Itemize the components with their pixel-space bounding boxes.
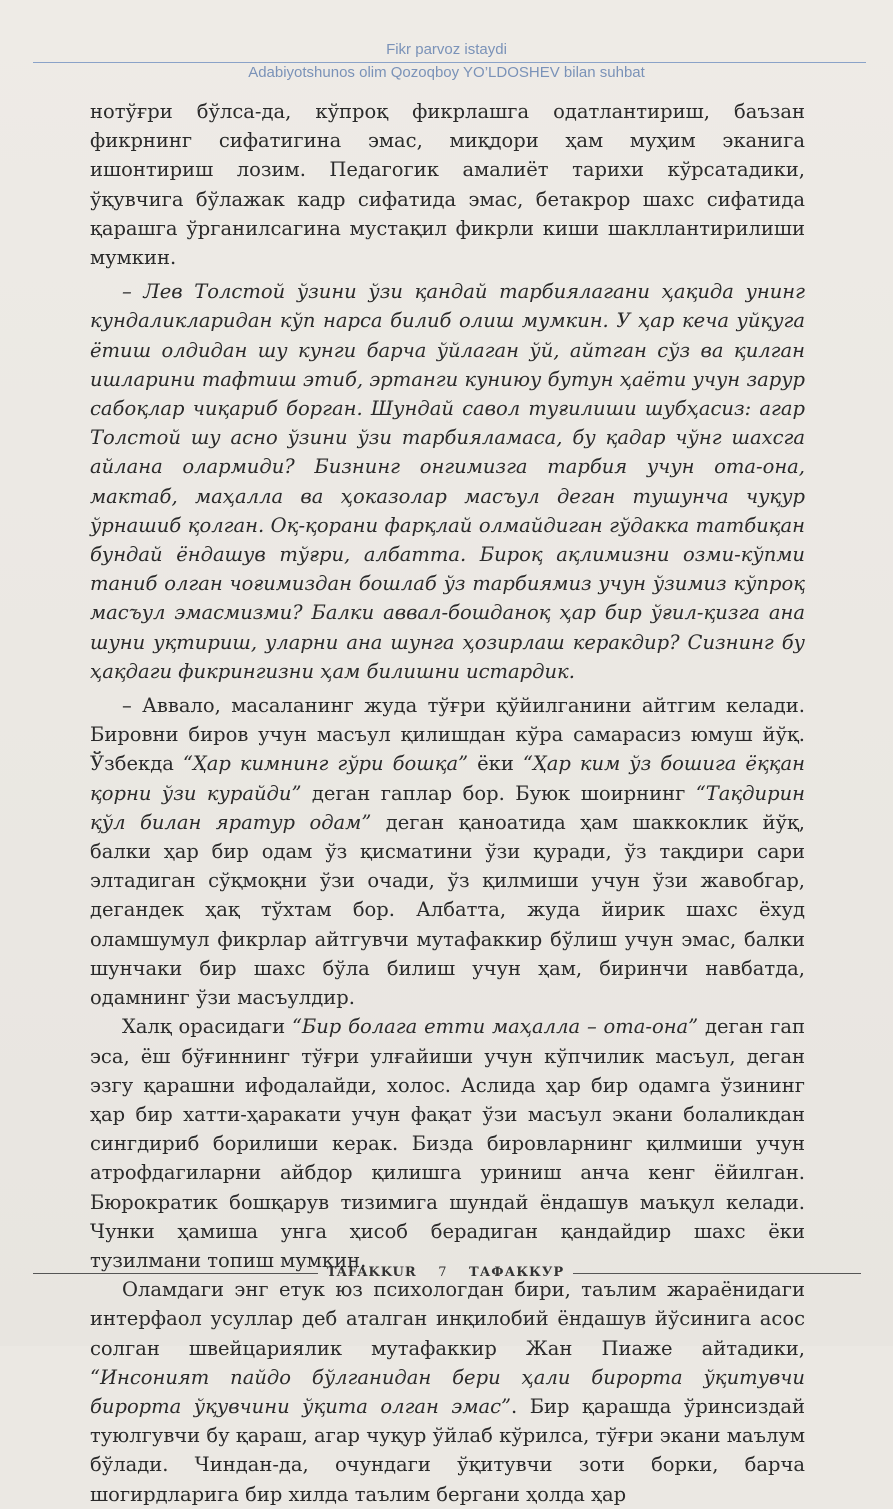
- p5-text-b: . Бир қарашда ўринсиздай туюлгувчи бу қараш, агар чуқур ўйлаб кўрилса, тўғри экани маълум бўлади. Чиндан-да, очундаги ўқитувчи зоти борки, барча шогирдларига бир хилда таълим бергани ҳолда ҳар: [90, 1394, 805, 1506]
- p5-quote: “Инсоният пайдо бўлганидан бери ҳали бирорта ўқитувчи бирорта ўқувчини ўқита олган эмас”: [90, 1365, 805, 1418]
- footer-rule-right: [573, 1273, 861, 1274]
- answer-text-b: ёки: [468, 752, 523, 776]
- header-subtitle: Adabiyotshunos olim Qozoqboy YO’LDOSHEV bilan suhbat: [248, 64, 645, 81]
- header-rule: [33, 62, 866, 63]
- answer-quote-1: “Ҳар кимнинг гўри бошқа”: [182, 752, 469, 776]
- header-title: Fikr parvoz istaydi: [386, 41, 507, 58]
- article-body: [90, 97, 805, 1509]
- answer-text-d: деган қаноатида ҳам шаккоклик йўқ, балки ҳар бир одам ўз қисматини ўзи қуради, ўз тақдири сари элтадиган сўқмоқни ўзи очади, ўз қилмиши учун ўзи жавобгар, дегандек ҳақ тўхтам бор. Албатта, жуда йирик шахс ёхуд оламшумул фикрлар айтгувчи мутафаккир бўлиш учун эмас, балки шунчаки бир шахс бўла билиш учун ҳам, биринчи навбатда, одамнинг ўзи масъулдир.: [90, 810, 805, 1010]
- footer-text: [318, 1262, 573, 1284]
- p4-quote: “Бир болага етти маҳалла – ота-она”: [291, 1015, 699, 1039]
- answer-text-a: – Аввало, масаланинг жуда тўғри қўйилганини айтгим келади. Бировни биров учун масъул қилишдан кўра самарасиз юмуш йўқ. Ўзбекда: [90, 694, 805, 776]
- paragraph-proverb: [90, 1012, 805, 1275]
- p4-text-a: Халқ орасидаги: [122, 1015, 292, 1039]
- paragraph-continuation: нотўғри бўлса-да, кўпроқ фикрлашга одатлантириш, баъзан фикрнинг сифатигина эмас, миқдори ҳам муҳим эканига ишонтириш лозим. Педагогик амалиёт тарихи кўрсатадики, ўқувчига бўлажак кадр сифатида эмас, бетакрор шахс сифатида қарашга ўрганилсагина мустақил фикрли киши шакллантирилиши мумкин.: [90, 100, 805, 270]
- footer-magazine-latin: TAFAKKUR: [326, 1265, 417, 1280]
- p4-text-b: деган гап эса, ёш бўғиннинг тўғри улғайиши учун кўпчилик масъул, деган эзгу қарашни ифодалайди, холос. Аслида ҳар бир одамга ўзининг ҳар бир хатти-ҳаракати учун фақат ўзи масъул экани болаликдан сингдириб борилиши керак. Бизда бировларнинг қилмиши учун атрофдагиларни айбдор қилишга уриниш анча кенг ёйилган. Бюрократик бошқарув тизимига шундай ёндашув маъқул келади. Чунки ҳамиша унга ҳисоб берадиган қандайдир шахс ёки тузилмани топиш мумкин.: [90, 1015, 805, 1272]
- page-number: 7: [438, 1265, 448, 1280]
- running-header: [0, 40, 893, 83]
- paragraph-piaget: [90, 1275, 805, 1509]
- answer-quote-3: “Тақдирин қўл билан яратур одам”: [90, 781, 805, 834]
- answer-text-c: деган гаплар бор. Буюк шоирнинг: [301, 781, 696, 805]
- running-footer: [0, 1262, 893, 1284]
- footer-magazine-cyrillic: ТАФАККУР: [469, 1265, 565, 1280]
- p5-text-a: Оламдаги энг етук юз психологдан бири, таълим жараёнидаги интерфаол усуллар деб аталган инқилобий ёндашув йўсинига асос солган швейцариялик мутафаккир Жан Пиаже айтадики,: [90, 1278, 805, 1360]
- interview-question: – Лев Толстой ўзини ўзи қандай тарбиялагани ҳақида унинг кундаликларидан кўп нарса билиб олиш мумкин. У ҳар кеча уйқуга ётиш олдидан шу кунги барча ўйлаган ўй, айтган сўз ва қилган ишларини тафтиш этиб, эртанги куниюу бутун ҳаёти учун зарур сабоқлар чиқариб борган. Шундай савол туғилиши шубҳасиз: агар Толстой шу асно ўзини ўзи тарбияламаса, бу қадар чўнг шахсга айлана олармиди? Бизнинг онгимизга тарбия учун ота-она, мактаб, маҳалла ва ҳоказолар масъул деган тушунча чуқур ўрнашиб қолган. Оқ-қорани фарқлай олмайдиган гўдакка татбиқан бундай ёндашув тўғри, албатта. Бироқ ақлимизни озми-кўпми таниб олган чоғимиздан бошлаб ўз тарбиямиз учун ўзимиз кўпроқ масъул эмасмизми? Балки аввал-бошданоқ ҳар бир ўғил-қизга ана шуни уқтириш, уларни ана шунга ҳозирлаш керакдир? Сизнинг бу ҳақдаги фикрингизни ҳам билишни истардик.: [90, 280, 805, 683]
- interview-answer: [90, 691, 805, 1012]
- answer-quote-2: “Ҳар ким ўз бошига ёққан қорни ўзи курайди”: [90, 752, 806, 805]
- footer-rule-left: [33, 1273, 318, 1274]
